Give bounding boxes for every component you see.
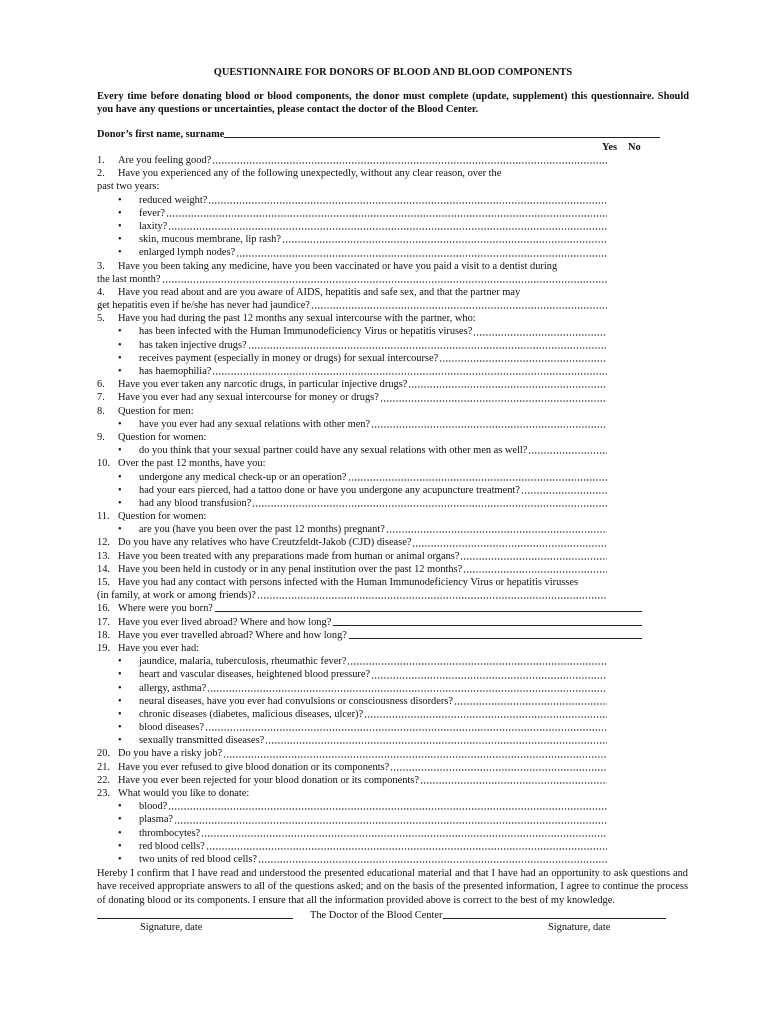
dotted-leader <box>248 339 607 352</box>
question-number: 19. <box>97 642 110 654</box>
bullet: • <box>118 471 122 483</box>
question-text: Have you ever been rejected for your blood donation or its components? <box>118 774 419 786</box>
dotted-leader <box>347 655 607 668</box>
question-text: Have you been held in custody or in any penal institution over the past 12 months? <box>118 563 463 575</box>
dotted-leader <box>265 734 607 747</box>
question-row <box>97 510 689 523</box>
sub-item-text: skin, mucous membrane, lip rash? <box>139 234 281 246</box>
question-text: Question for women: <box>118 511 207 523</box>
answer-blank <box>349 629 642 639</box>
question-number: 18. <box>97 629 110 641</box>
sub-item-row <box>97 484 607 497</box>
sub-item-row <box>97 695 607 708</box>
dotted-leader <box>473 325 607 338</box>
dotted-leader <box>208 194 607 207</box>
sub-item-text: are you (have you been over the past 12 months) pregnant? <box>139 524 385 536</box>
dotted-leader <box>371 418 607 431</box>
question-row <box>97 457 689 470</box>
question-row <box>97 629 642 642</box>
question-row <box>97 563 607 576</box>
sub-item-row <box>97 813 607 826</box>
sub-item-row <box>97 471 607 484</box>
question-text: Do you have any relatives who have Creutzfeldt-Jakob (CJD) disease? <box>118 537 412 549</box>
dotted-leader <box>207 682 607 695</box>
bullet: • <box>118 656 122 668</box>
question-text-continued: the last month? <box>97 273 161 285</box>
signature-area <box>97 909 689 935</box>
question-number: 7. <box>97 392 105 404</box>
question-row-continued <box>97 589 607 602</box>
dotted-leader <box>371 668 607 681</box>
dotted-leader <box>223 747 607 760</box>
question-number: 11. <box>97 511 110 523</box>
doctor-label: The Doctor of the Blood Center <box>310 909 443 921</box>
question-text: Have you read about and are you aware of AIDS, hepatitis and safe sex, and that the partner may <box>118 286 521 298</box>
sub-item-row <box>97 668 607 681</box>
question-row <box>97 286 689 299</box>
question-text: Where were you born? <box>118 603 213 615</box>
question-row <box>97 761 607 774</box>
question-row <box>97 405 689 418</box>
sub-item-row <box>97 418 607 431</box>
donor-name-label: Donor’s first name, surname <box>97 128 225 140</box>
sub-item-text: chronic diseases (diabetes, malicious diseases, ulcer)? <box>139 708 364 720</box>
question-text: Have you ever had: <box>118 642 200 654</box>
dotted-leader <box>460 550 607 563</box>
dotted-leader <box>201 827 607 840</box>
donor-name-blank <box>224 128 660 138</box>
question-number: 6. <box>97 379 105 391</box>
sub-item-text: have you ever had any sexual relations with other men? <box>139 418 371 430</box>
sub-item-row <box>97 800 607 813</box>
dotted-leader <box>439 352 607 365</box>
sub-item-text: fever? <box>139 207 165 219</box>
sub-item-row <box>97 853 607 866</box>
yes-label: Yes <box>602 141 618 153</box>
question-text-continued: (in family, at work or among friends)? <box>97 590 256 602</box>
sub-item-text: receives payment (especially in money or drugs) for sexual intercourse? <box>139 352 439 364</box>
bullet: • <box>118 497 122 509</box>
dotted-leader <box>380 391 607 404</box>
dotted-leader <box>205 721 607 734</box>
bullet: • <box>118 418 122 430</box>
question-text: Do you have a risky job? <box>118 748 223 760</box>
question-text: Have you ever taken any narcotic drugs, in particular injective drugs? <box>118 379 408 391</box>
dotted-leader <box>463 563 607 576</box>
sub-item-text: jaundice, malaria, tuberculosis, rheumathic fever? <box>139 656 347 668</box>
dotted-leader <box>257 589 607 602</box>
donor-signature-caption: Signature, date <box>140 921 203 933</box>
sub-item-row <box>97 207 607 220</box>
sub-item-text: thrombocytes? <box>139 827 201 839</box>
bullet: • <box>118 814 122 826</box>
bullet: • <box>118 247 122 259</box>
dotted-leader <box>168 800 607 813</box>
question-number: 8. <box>97 405 105 417</box>
dotted-leader <box>386 523 607 536</box>
sub-item-row <box>97 840 607 853</box>
question-text: Have you been treated with any preparations made from human or animal organs? <box>118 550 460 562</box>
sub-item-text: undergone any medical check-up or an operation? <box>139 471 347 483</box>
question-text: Have you ever lived abroad? Where and how long? <box>118 616 332 628</box>
dotted-leader <box>162 273 608 286</box>
dotted-leader <box>166 207 607 220</box>
dotted-leader <box>528 444 607 457</box>
form-title: QUESTIONNAIRE FOR DONORS OF BLOOD AND BLOOD COMPONENTS <box>213 67 573 78</box>
question-number: 9. <box>97 431 105 443</box>
question-text: Have you ever refused to give blood donation or its components? <box>118 761 390 773</box>
question-text: What would you like to donate: <box>118 788 250 799</box>
question-number: 22. <box>97 774 110 786</box>
dotted-leader <box>348 471 607 484</box>
sub-item-text: plasma? <box>139 814 174 826</box>
dotted-leader <box>420 774 607 787</box>
question-number: 12. <box>97 537 110 549</box>
doctor-signature-line <box>310 909 666 922</box>
question-number: 10. <box>97 458 110 470</box>
bullet: • <box>118 853 122 865</box>
dotted-leader <box>412 536 607 549</box>
question-text: Have you been taking any medicine, have you been vaccinated or have you paid a visit to a dentist during <box>118 260 558 272</box>
sub-item-text: neural diseases, have you ever had convulsions or consciousness disorders? <box>139 695 453 707</box>
question-row-continued <box>97 299 607 312</box>
sub-item-text: two units of red blood cells? <box>139 853 258 865</box>
question-number: 3. <box>97 260 105 272</box>
sub-item-text: laxity? <box>139 220 168 232</box>
question-row <box>97 167 689 180</box>
bullet: • <box>118 352 122 364</box>
sub-item-text: allergy, asthma? <box>139 682 207 694</box>
dotted-leader <box>258 853 607 866</box>
question-number: 16. <box>97 603 110 615</box>
sub-item-text: has taken injective drugs? <box>139 339 247 351</box>
dotted-leader <box>206 840 607 853</box>
donor-signature-line <box>97 909 293 919</box>
question-number: 14. <box>97 563 110 575</box>
donor-name-line <box>97 128 660 141</box>
bullet: • <box>118 708 122 720</box>
sub-item-text: enlarged lymph nodes? <box>139 247 236 259</box>
question-number: 2. <box>97 168 105 180</box>
bullet: • <box>118 234 122 246</box>
sub-item-row <box>97 246 607 259</box>
question-text: Have you experienced any of the following unexpectedly, without any clear reason, over the <box>118 168 502 180</box>
question-text: Over the past 12 months, have you: <box>118 458 266 470</box>
bullet: • <box>118 326 122 338</box>
sub-item-row <box>97 655 607 668</box>
question-number: 5. <box>97 313 105 325</box>
bullet: • <box>118 669 122 681</box>
bullet: • <box>118 445 122 457</box>
question-text-continued: past two years: <box>97 181 160 193</box>
no-label: No <box>628 141 641 153</box>
form-content <box>97 66 689 935</box>
question-number: 15. <box>97 577 110 588</box>
sub-item-row <box>97 233 607 246</box>
sub-item-text: blood diseases? <box>139 722 204 734</box>
dotted-leader <box>212 154 607 167</box>
question-row-continued <box>97 273 607 286</box>
question-number: 23. <box>97 788 110 799</box>
question-row <box>97 260 689 273</box>
bullet: • <box>118 484 122 496</box>
question-row <box>97 391 607 404</box>
bullet: • <box>118 194 122 206</box>
bullet: • <box>118 840 122 852</box>
sub-item-row <box>97 339 607 352</box>
question-row <box>97 154 607 167</box>
sub-item-text: do you think that your sexual partner could have any sexual relations with other men as well? <box>139 445 528 457</box>
bullet: • <box>118 207 122 219</box>
answer-blank <box>215 602 642 612</box>
doctor-signature-caption: Signature, date <box>548 921 611 933</box>
dotted-leader <box>174 813 607 826</box>
question-row <box>97 312 689 325</box>
sub-item-text: blood? <box>139 801 168 813</box>
intro-paragraph: Every time before donating blood or blood components, the donor must complete (update, supplement) this questionnaire. Should you have any questions or uncertainties, please contact the doctor of the Blood Center. <box>97 91 689 116</box>
question-row <box>97 536 607 549</box>
sub-item-row <box>97 682 607 695</box>
sub-item-text: reduced weight? <box>139 194 208 206</box>
sub-item-text: has haemophilia? <box>139 366 212 377</box>
answer-blank <box>333 616 642 626</box>
sub-item-text: had any blood transfusion? <box>139 497 252 509</box>
sub-item-row <box>97 523 607 536</box>
question-row <box>97 616 642 629</box>
sub-item-row <box>97 325 607 338</box>
dotted-leader <box>252 497 607 510</box>
question-number: 17. <box>97 616 110 628</box>
dotted-leader <box>282 233 607 246</box>
dotted-leader <box>364 708 607 721</box>
question-text: Question for men: <box>118 405 194 417</box>
sub-item-row <box>97 220 607 233</box>
sub-item-row <box>97 827 607 840</box>
question-text: Have you ever travelled abroad? Where and how long? <box>118 629 347 641</box>
question-number: 20. <box>97 748 110 760</box>
question-row <box>97 378 607 391</box>
question-text: Have you ever had any sexual intercourse for money or drugs? <box>118 392 379 404</box>
question-list <box>97 154 689 866</box>
question-text: Have you had any contact with persons infected with the Human Immunodeficiency Virus or hepatitis virusses <box>118 577 579 588</box>
doctor-signature-blank <box>443 909 666 919</box>
bullet: • <box>118 366 122 377</box>
question-number: 4. <box>97 286 105 298</box>
dotted-leader <box>454 695 607 708</box>
question-text-continued: get hepatitis even if he/she has never had jaundice? <box>97 300 310 312</box>
sub-item-row <box>97 365 607 378</box>
bullet: • <box>118 682 122 694</box>
sub-item-row <box>97 194 607 207</box>
bullet: • <box>118 801 122 813</box>
dotted-leader <box>521 484 607 497</box>
dotted-leader <box>236 246 607 259</box>
sub-item-text: red blood cells? <box>139 840 205 852</box>
dotted-leader <box>212 365 607 378</box>
question-number: 13. <box>97 550 110 562</box>
question-text: Have you had during the past 12 months any sexual intercourse with the partner, who: <box>118 313 476 325</box>
confirmation-paragraph: Hereby I confirm that I have read and understood the presented educational material and that I have had an opportunity to ask questions and have received appropriate answers to all of the questions asked; and on the basis of the presented information, I agree to continue the process of donating blood or its components. I ensure that all the information provided above is correct to the best of my knowledge. <box>97 868 688 906</box>
sub-item-row <box>97 352 607 365</box>
question-row <box>97 602 642 615</box>
question-row <box>97 642 689 655</box>
bullet: • <box>118 695 122 707</box>
question-number: 1. <box>97 155 105 166</box>
dotted-leader <box>311 299 607 312</box>
bullet: • <box>118 722 122 734</box>
question-text: Question for women: <box>118 431 207 443</box>
question-row <box>97 576 689 589</box>
bullet: • <box>118 339 122 351</box>
sub-item-row <box>97 444 607 457</box>
bullet: • <box>118 827 122 839</box>
dotted-leader <box>390 761 607 774</box>
sub-item-text: has been infected with the Human Immunodeficiency Virus or hepatitis viruses? <box>139 326 473 338</box>
question-row <box>97 431 689 444</box>
question-row <box>97 774 607 787</box>
question-row <box>97 550 607 563</box>
bullet: • <box>118 524 122 536</box>
sub-item-text: had your ears pierced, had a tattoo done or have you undergone any acupuncture treatment? <box>139 484 520 496</box>
sub-item-row <box>97 708 607 721</box>
answer-header <box>97 141 643 154</box>
question-text: Are you feeling good? <box>118 155 212 166</box>
sub-item-row <box>97 497 607 510</box>
dotted-leader <box>408 378 607 391</box>
dotted-leader <box>168 220 607 233</box>
sub-item-text: heart and vascular diseases, heightened blood pressure? <box>139 669 371 681</box>
sub-item-row <box>97 734 607 747</box>
bullet: • <box>118 735 122 747</box>
sub-item-row <box>97 721 607 734</box>
sub-item-text: sexually transmitted diseases? <box>139 735 265 747</box>
bullet: • <box>118 220 122 232</box>
question-number: 21. <box>97 761 110 773</box>
question-row <box>97 787 689 800</box>
question-row <box>97 747 607 760</box>
